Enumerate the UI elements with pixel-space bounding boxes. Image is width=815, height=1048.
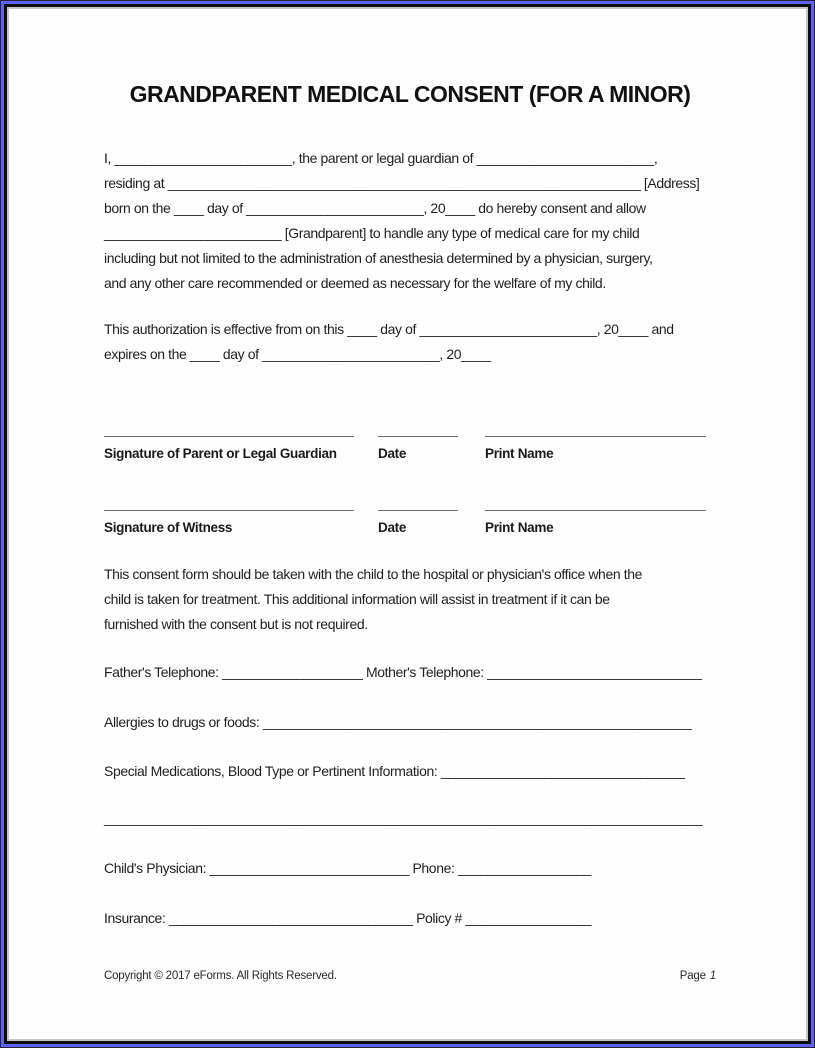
print-name-line bbox=[485, 436, 706, 461]
print-name-label: Print Name bbox=[485, 520, 554, 535]
page-frame-black bbox=[4, 4, 811, 1044]
note-line: This consent form should be taken with the child to the hospital or physician's office when the bbox=[104, 566, 642, 582]
footer-page-indicator bbox=[680, 970, 716, 982]
date-line bbox=[378, 510, 458, 535]
footer-page-number: 1 bbox=[709, 970, 716, 982]
footer-page-word: Page bbox=[679, 970, 706, 982]
authorization-paragraph bbox=[104, 317, 716, 367]
intro-line: residing at ________________________________________________________________ [Address] bbox=[104, 175, 700, 191]
date-line bbox=[378, 436, 458, 461]
intro-line: including but not limited to the administration of anesthesia determined by a physician, surgery, bbox=[104, 250, 653, 266]
intro-line: ________________________ [Grandparent] to handle any type of medical care for my child bbox=[104, 225, 640, 241]
signature-line-witness bbox=[104, 510, 354, 535]
footer-copyright: Copyright © 2017 eForms. All Rights Reserved. bbox=[104, 970, 337, 982]
print-name-line bbox=[485, 510, 706, 535]
special-medications-field: Special Medications, Blood Type or Pertinent Information: _________________________________ bbox=[104, 763, 685, 779]
allergies-field: Allergies to drugs or foods: __________________________________________________________ bbox=[104, 714, 692, 730]
note-line: furnished with the consent but is not required. bbox=[104, 616, 368, 632]
date-label: Date bbox=[378, 446, 407, 461]
intro-line: born on the ____ day of ________________________, 20____ do hereby consent and allow bbox=[104, 200, 646, 216]
note-paragraph bbox=[104, 562, 716, 637]
signature-label: Signature of Parent or Legal Guardian bbox=[104, 446, 337, 461]
signature-row-parent bbox=[104, 436, 716, 461]
page-frame-blue bbox=[1, 1, 814, 1047]
print-name-label: Print Name bbox=[485, 446, 554, 461]
intro-line: and any other care recommended or deemed as necessary for the welfare of my child. bbox=[104, 275, 606, 291]
intro-paragraph bbox=[104, 146, 716, 296]
signature-row-witness bbox=[104, 510, 716, 535]
authorization-line: This authorization is effective from on this ____ day of ________________________, 20____ and bbox=[104, 321, 674, 337]
telephones-field: Father's Telephone: ___________________ Mother's Telephone: _____________________________ bbox=[104, 664, 702, 680]
intro-line: I, ________________________, the parent or legal guardian of ________________________, bbox=[104, 150, 658, 166]
document-page bbox=[9, 9, 806, 1039]
special-medications-continuation-line: _________________________________________________________________________________ bbox=[104, 810, 703, 826]
authorization-line: expires on the ____ day of ________________________, 20____ bbox=[104, 346, 491, 362]
page-footer bbox=[104, 970, 716, 982]
physician-field: Child's Physician: ___________________________ Phone: __________________ bbox=[104, 860, 591, 876]
signature-label: Signature of Witness bbox=[104, 520, 233, 535]
date-label: Date bbox=[378, 520, 407, 535]
signature-line-parent bbox=[104, 436, 354, 461]
note-line: child is taken for treatment. This additional information will assist in treatment if it can be bbox=[104, 591, 610, 607]
document-title: GRANDPARENT MEDICAL CONSENT (FOR A MINOR) bbox=[129, 81, 691, 107]
insurance-field: Insurance: _________________________________ Policy # _________________ bbox=[104, 910, 591, 926]
page-frame-shadow bbox=[7, 7, 808, 1041]
